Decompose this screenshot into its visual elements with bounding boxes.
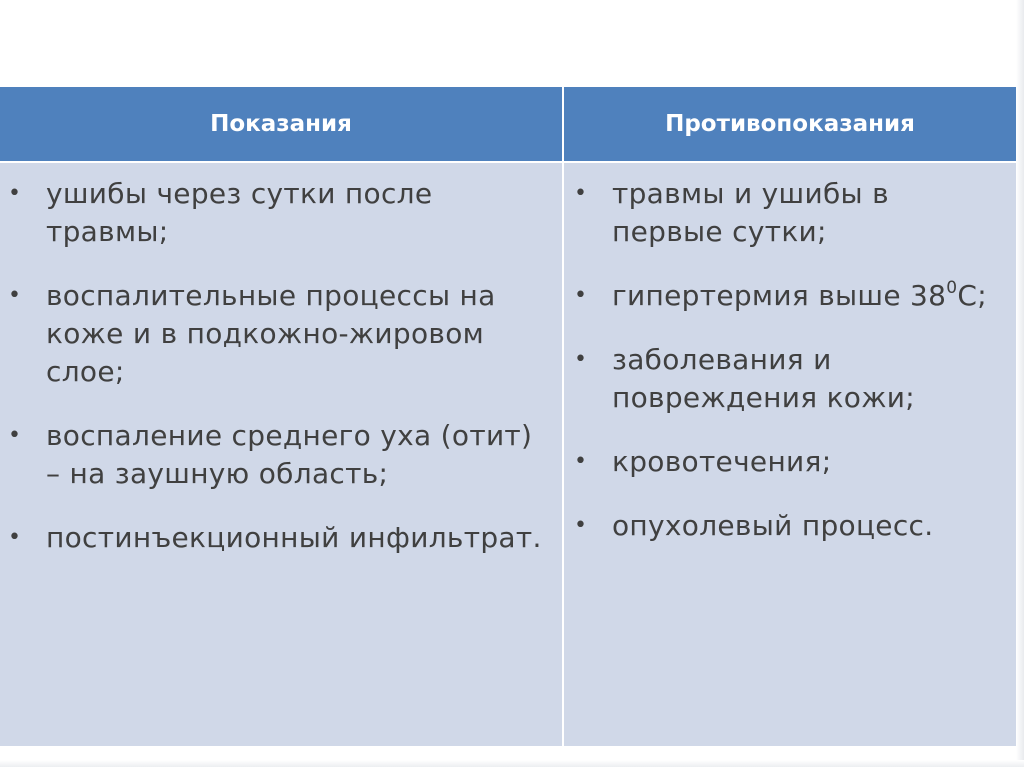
- indications-list: [8, 175, 552, 557]
- list-item: [574, 277, 1006, 315]
- contraindications-cell: [564, 163, 1016, 746]
- indications-table: [0, 85, 1016, 746]
- celsius-text: С;: [957, 279, 987, 312]
- list-item: [574, 175, 1006, 251]
- slide-edge: [1016, 0, 1024, 767]
- list-item-text: постинъекционный инфильтрат.: [46, 521, 542, 554]
- list-item: [574, 507, 1006, 545]
- list-item-text: воспалительные процессы на коже и в подкожно-жировом слое;: [46, 279, 496, 388]
- list-item: [8, 175, 552, 251]
- slide-edge: [0, 760, 1024, 767]
- list-item-text: травмы и ушибы в первые сутки;: [612, 177, 889, 248]
- bullet-icon: •: [8, 525, 22, 550]
- column-divider: [562, 85, 564, 746]
- list-item-text: кровотечения;: [612, 445, 832, 478]
- bullet-icon: •: [574, 513, 588, 538]
- hyperthermia-text: гипертермия выше 38: [612, 279, 947, 312]
- list-item: [8, 519, 552, 557]
- list-item-text: ушибы через сутки после травмы;: [46, 177, 433, 248]
- list-item: [8, 417, 552, 493]
- list-item-text: воспаление среднего уха (отит) – на заушную область;: [46, 419, 533, 490]
- bullet-icon: •: [574, 449, 588, 474]
- header-contraindications: Противопоказания: [665, 111, 915, 137]
- bullet-icon: •: [8, 283, 22, 308]
- bullet-icon: •: [574, 283, 588, 308]
- row-divider: [0, 161, 1016, 163]
- degree-superscript: 0: [946, 277, 958, 298]
- indications-cell: [0, 163, 562, 746]
- bullet-icon: •: [8, 423, 22, 448]
- contraindications-list: [574, 175, 1006, 545]
- list-item-text: [612, 279, 987, 312]
- table-body-row: [0, 163, 1016, 746]
- bullet-icon: •: [8, 181, 22, 206]
- list-item-text: заболевания и повреждения кожи;: [612, 343, 915, 414]
- bullet-icon: •: [574, 347, 588, 372]
- list-item: [574, 443, 1006, 481]
- list-item-text: опухолевый процесс.: [612, 509, 934, 542]
- bullet-icon: •: [574, 181, 588, 206]
- header-indications: Показания: [210, 111, 352, 137]
- list-item: [574, 341, 1006, 417]
- table-header-row: [0, 85, 1016, 161]
- list-item: [8, 277, 552, 391]
